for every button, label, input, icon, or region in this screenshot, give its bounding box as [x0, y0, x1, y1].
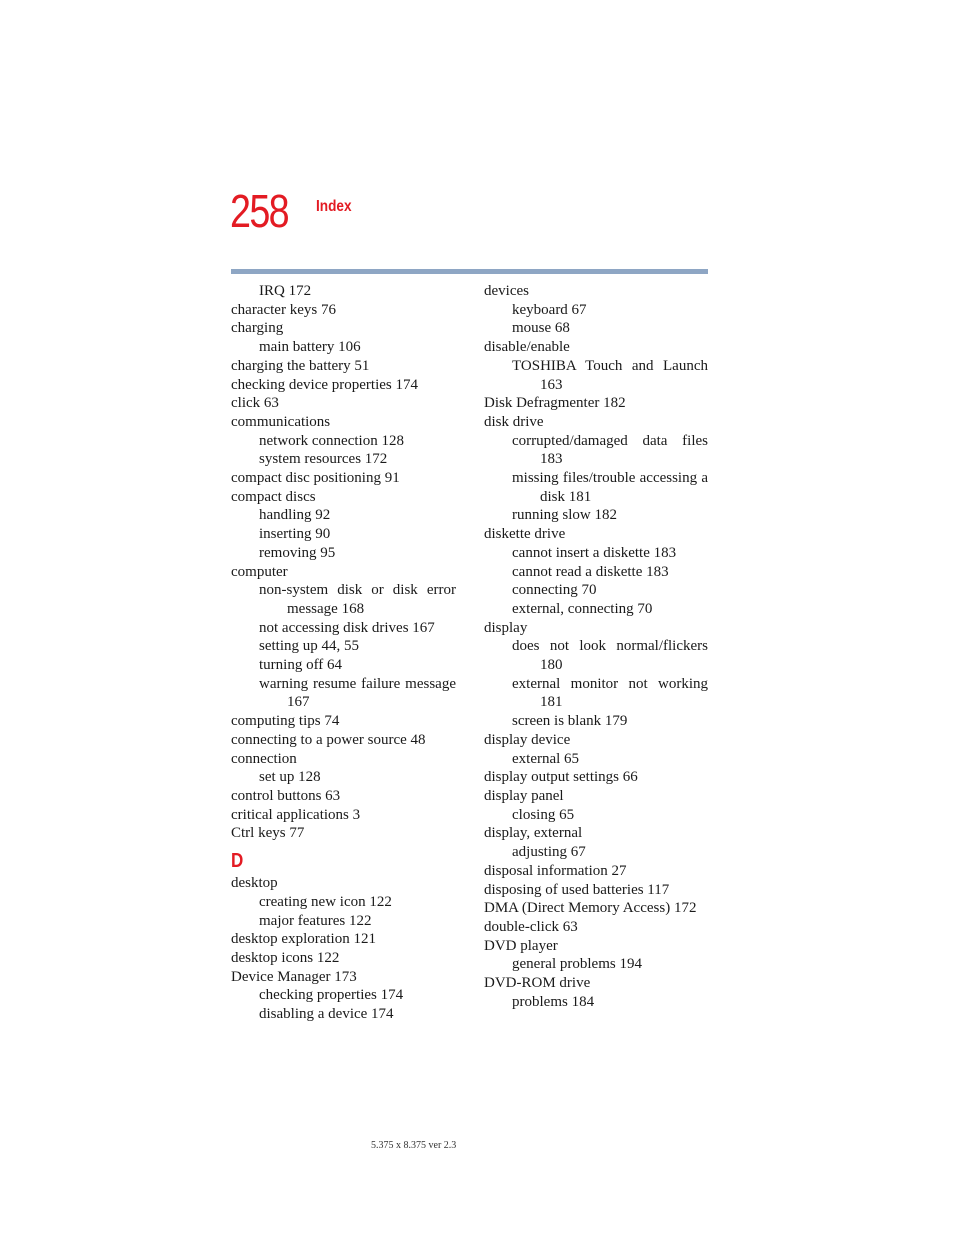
index-entry: desktop icons 122	[231, 949, 340, 966]
index-entry: desktop	[231, 875, 278, 892]
index-subentry: warning resume failure message 167	[259, 675, 456, 711]
index-subentry: closing 65	[512, 806, 575, 823]
index-subentry: removing 95	[259, 544, 336, 561]
index-entry: diskette drive	[484, 526, 566, 543]
index-entry: disposing of used batteries 117	[484, 881, 670, 898]
index-subentry: cannot insert a diskette 183	[512, 544, 677, 561]
section-title: Index	[316, 198, 352, 215]
index-subentry: screen is blank 179	[512, 713, 628, 730]
index-entry: DVD player	[484, 937, 558, 954]
index-entry: control buttons 63	[231, 787, 341, 804]
index-entry: desktop exploration 121	[231, 931, 376, 948]
index-entry: double-click 63	[484, 918, 578, 935]
index-entry: compact disc positioning 91	[231, 470, 400, 487]
index-entry: computer	[231, 563, 288, 580]
index-subentry: missing files/trouble accessing a disk 181	[512, 470, 708, 505]
index-subentry: network connection 128	[259, 432, 404, 449]
index-entry: computing tips 74	[231, 713, 340, 730]
index-entry: Ctrl keys 77	[231, 825, 305, 842]
index-subentry: connecting 70	[512, 582, 597, 599]
index-subentry: handling 92	[259, 507, 331, 524]
page-number: 258	[230, 185, 289, 237]
index-subentry: cannot read a diskette 183	[512, 563, 669, 580]
index-subentry: corrupted/damaged data files 183	[512, 432, 708, 468]
index-subentry: TOSHIBA Touch and Launch 163	[512, 357, 708, 393]
index-subentry: does not look normal/flickers 180	[512, 638, 708, 674]
index-entry: disposal information 27	[484, 862, 627, 879]
index-entry: devices	[484, 283, 529, 299]
index-subentry: problems 184	[512, 993, 595, 1010]
index-subentry: turning off 64	[259, 657, 343, 674]
index-entry: display panel	[484, 787, 564, 804]
index-entry: connection	[231, 750, 297, 767]
index-entry: display output settings 66	[484, 769, 638, 786]
index-subentry: checking properties 174	[259, 987, 404, 1004]
index-entry: critical applications 3	[231, 806, 361, 823]
index-subentry: main battery 106	[259, 339, 361, 356]
index-entry: DMA (Direct Memory Access) 172	[484, 900, 697, 917]
index-entry: DVD-ROM drive	[484, 975, 591, 992]
index-subentry: mouse 68	[512, 320, 570, 337]
index-subentry: external 65	[512, 750, 580, 767]
index-entry: disk drive	[484, 413, 544, 430]
index-subentry: setting up 44, 55	[259, 638, 359, 655]
index-entry: click 63	[231, 395, 279, 412]
index-entry: disable/enable	[484, 339, 570, 356]
index-entry: Disk Defragmenter 182	[484, 395, 626, 412]
index-subentry: IRQ 172	[259, 283, 312, 299]
index-entry: Device Manager 173	[231, 968, 357, 985]
index-column-right	[484, 282, 708, 1011]
header-rule	[231, 269, 708, 274]
index-subentry: set up 128	[259, 769, 321, 786]
index-entry: character keys 76	[231, 301, 336, 318]
index-subentry: running slow 182	[512, 507, 617, 524]
index-entry: charging	[231, 320, 284, 337]
index-entry: charging the battery 51	[231, 357, 370, 374]
index-subentry: disabling a device 174	[259, 1006, 394, 1023]
index-subentry: inserting 90	[259, 526, 331, 543]
index-entry: compact discs	[231, 488, 316, 505]
index-subentry: adjusting 67	[512, 844, 586, 861]
index-column-left	[231, 282, 456, 1024]
index-entry: display	[484, 619, 528, 636]
index-subentry: creating new icon 122	[259, 893, 392, 910]
index-subentry: general problems 194	[512, 956, 642, 973]
index-subentry: keyboard 67	[512, 301, 587, 318]
page-footer: 5.375 x 8.375 ver 2.3	[371, 1140, 457, 1151]
index-entry: connecting to a power source 48	[231, 731, 426, 748]
index-subentry: non-system disk or disk error message 168	[259, 582, 456, 617]
index-subentry: external, connecting 70	[512, 600, 653, 617]
index-subentry: external monitor not working 181	[512, 675, 708, 711]
index-entry: communications	[231, 413, 331, 430]
index-subentry: system resources 172	[259, 451, 388, 468]
index-subentry: major features 122	[259, 912, 372, 929]
index-entry: display device	[484, 731, 571, 748]
index-entry: display, external	[484, 825, 583, 842]
index-subentry: not accessing disk drives 167	[259, 619, 435, 636]
index-letter-heading: D	[231, 850, 244, 873]
index-entry: checking device properties 174	[231, 376, 419, 393]
